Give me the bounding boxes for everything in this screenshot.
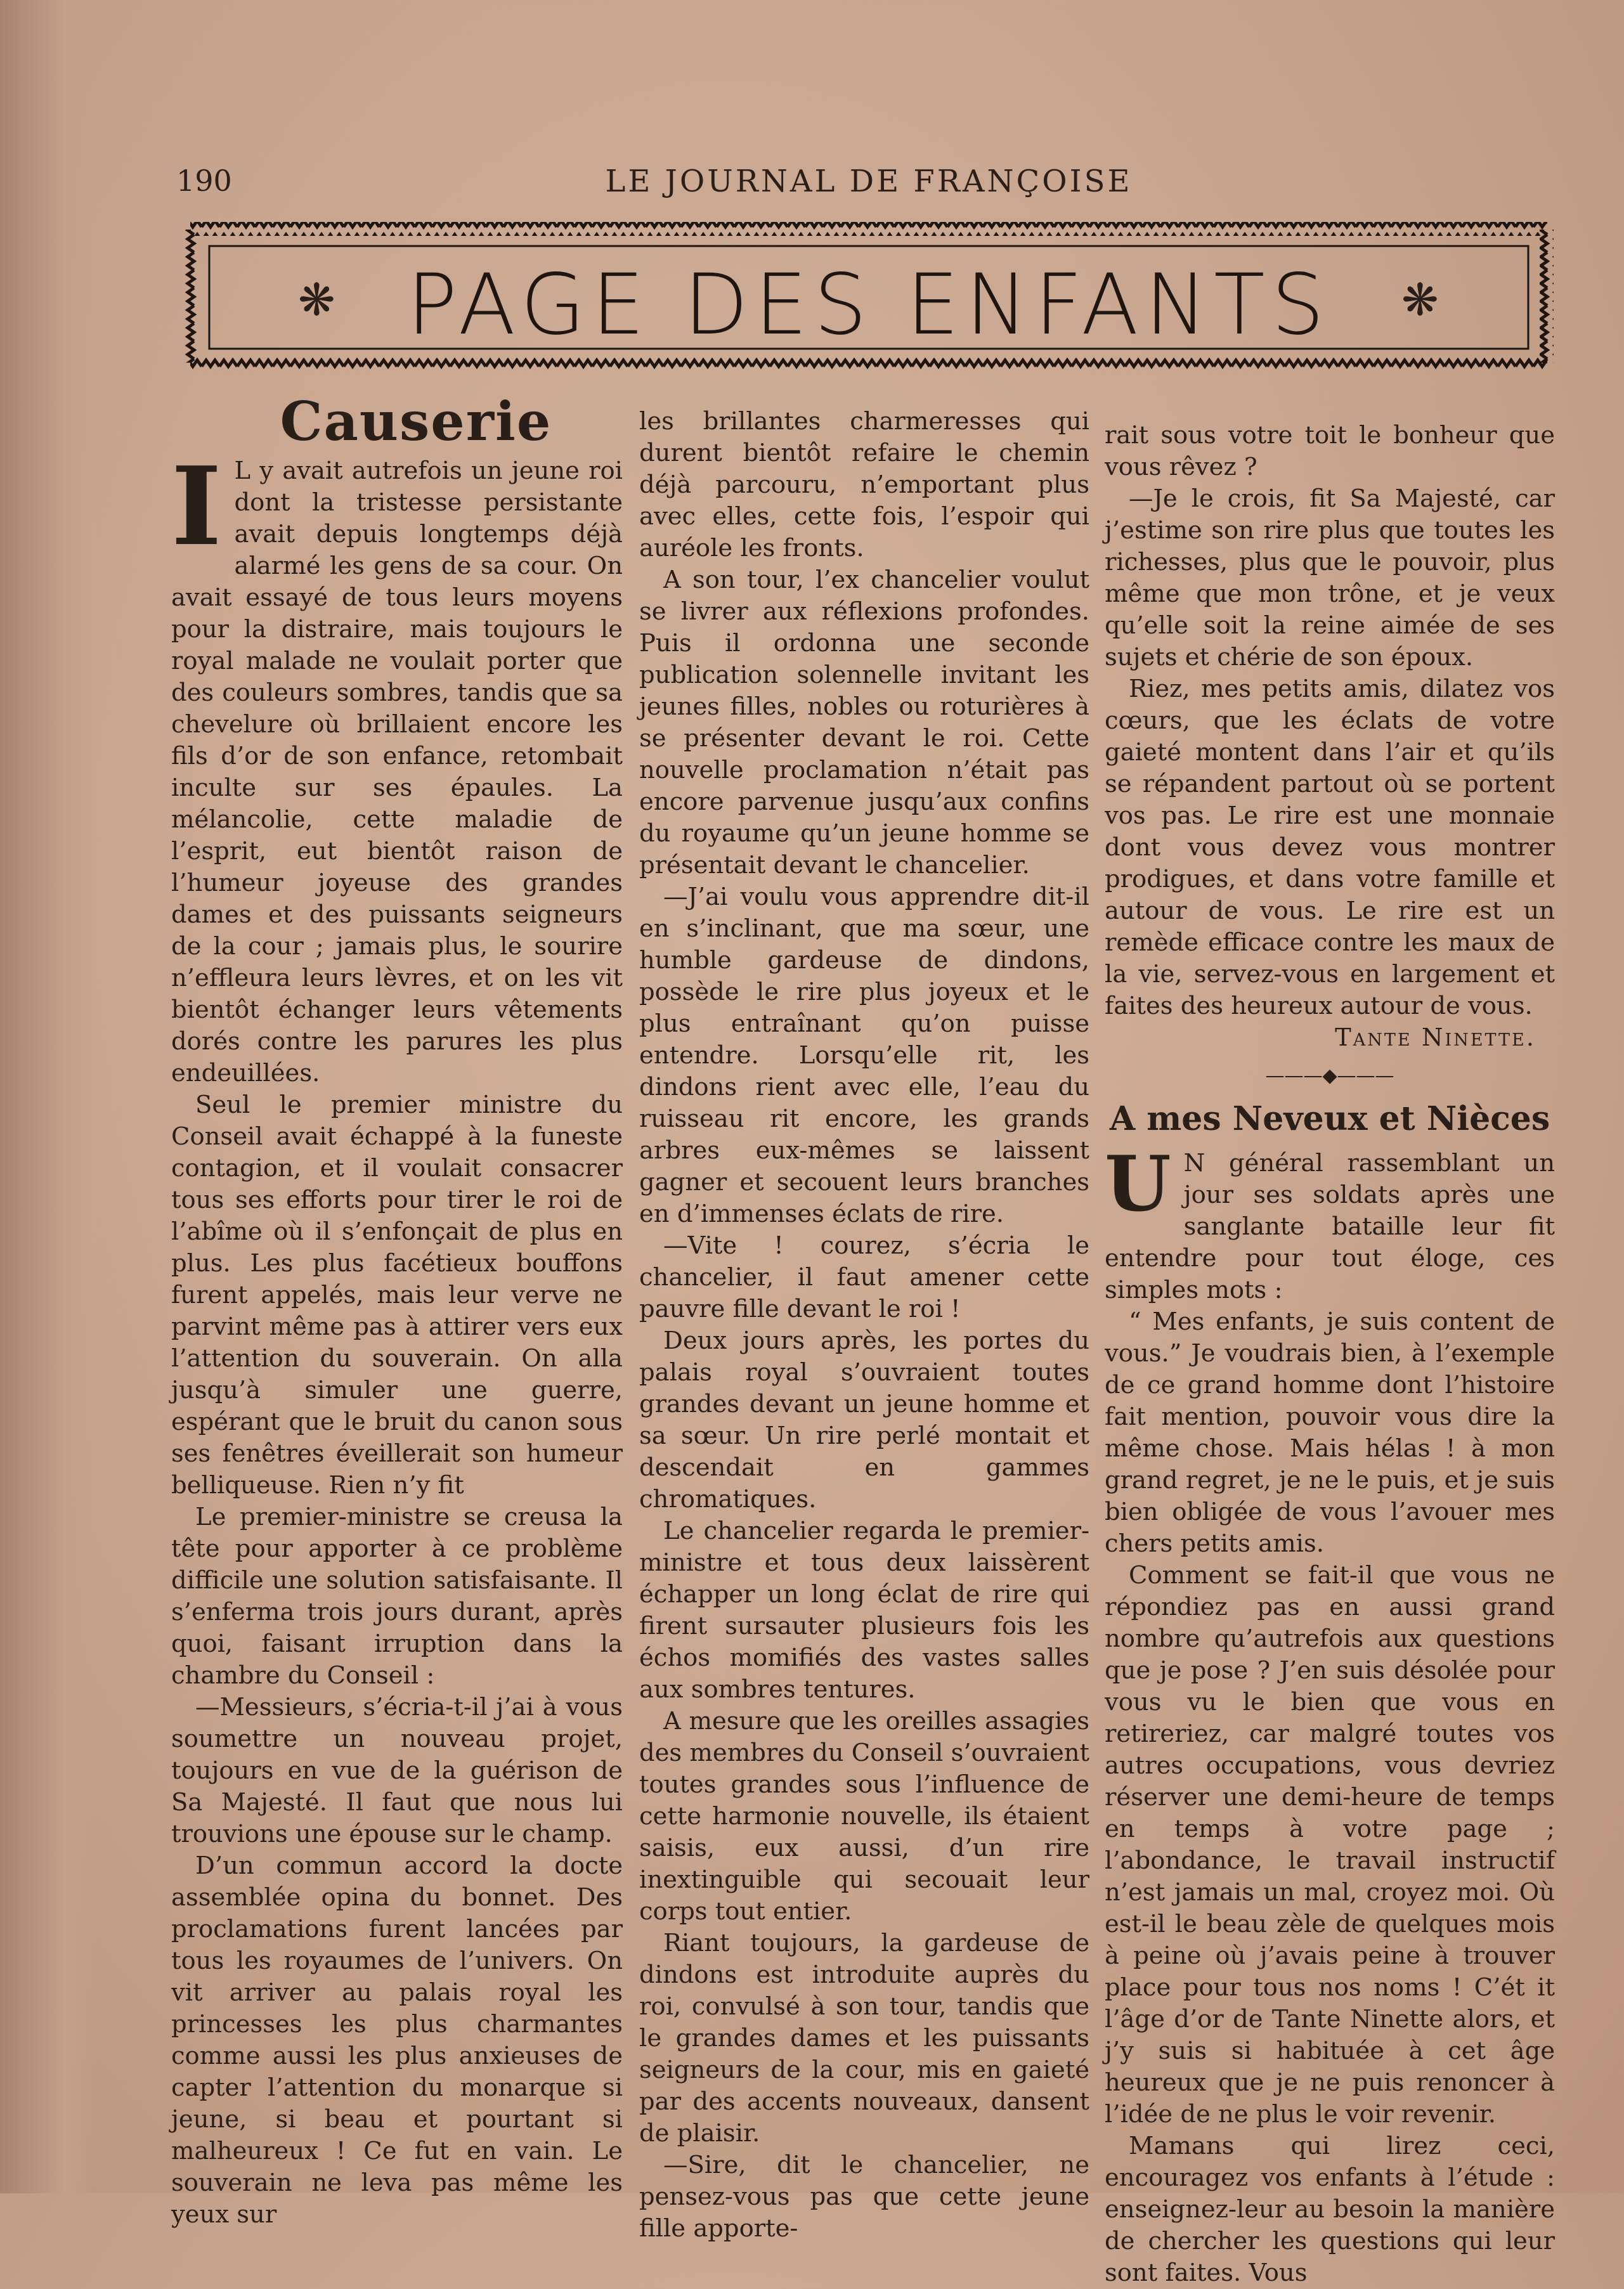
paragraph: I L y avait autrefois un jeune roi dont la tristesse persistante avait depuis longtemps déjà alarmé les gens de sa cour. On avait essayé de tous leurs moyens pour la distraire, mais toujours le royal malade ne voulait porter que des couleurs sombres, tandis que sa chevelure où brillaient encore les fils d’or de son enfance, retombait inculte sur ses épaules. La mélancolie, cette maladie de l’esprit, eut bientôt raison de l’humeur joyeuse des grandes dames et des puissants seigneurs de la cour ; jamais plus, le sourire n’effleura leurs lèvres, et on les vit bientôt échanger leurs vêtements dorés contre les parures les plus endeuillées. bbox=[171, 443, 623, 1087]
causerie-heading: Causerie bbox=[280, 390, 552, 453]
paragraph: —J’ai voulu vous apprendre dit-il en s’inclinant, que ma sœur, une humble gardeuse de dindons, possède le rire plus joyeux et le plus entraînant qu’on puisse entendre. Lorsqu’elle rit, les dindons rient avec elle, l’eau du ruisseau rit encore, les grands arbres eux-mêmes se laissent gagner et secouent leurs branches en d’immenses éclats de rire. bbox=[639, 883, 1089, 1228]
column-2 bbox=[639, 406, 1089, 2245]
paragraph: —Vite ! courez, s’écria le chancelier, il faut amener cette pauvre fille devant le roi ! bbox=[639, 1231, 1089, 1323]
paragraph: Seul le premier ministre du Conseil avait échappé à la funeste contagion, et il voulait consacrer tous ses efforts pour tirer le roi de l’abîme où il s’enfonçait de plus en plus. Les plus facétieux bouffons furent appelés, mais leur verve ne parvint même pas à attirer vers eux l’attention du souverain. On alla jusqu’à simuler une guerre, espérant que le bruit du canon sous ses fenêtres éveillerait son humeur belliqueuse. Rien n’y fit bbox=[171, 1091, 623, 1500]
paragraph: Comment se fait-il que vous ne répondiez pas en aussi grand nombre qu’autrefois aux questions que je pose ? J’en suis désolée pour vous vu le bien que vous en retireriez, car malgré toutes vos autres occupations, vous devriez réserver une demi-heure de temps en temps à votre page ; l’abondance, le travail instructif n’est jamais un mal, croyez moi. Où est-il le beau zèle de quelques mois à peine où j’avais peine à trouver place pour tous nos noms ! C’ét it l’âge d’or de Tante Ninette alors, et j’y suis si habituée à cet âge heureux que je ne puis renoncer à l’idée de ne plus le voir revenir. bbox=[1105, 1561, 1555, 2129]
banner-ornament-left: ❋ bbox=[298, 274, 335, 326]
column-3 bbox=[1105, 420, 1555, 2289]
paragraph: A mesure que les oreilles assagies des membres du Conseil s’ouvraient toutes grandes sous l’influence de cette harmonie nouvelle, ils étaient saisis, eux aussi, d’un rire inextinguible qui secouait leur corps tout entier. bbox=[639, 1707, 1090, 1926]
banner-ornament-right: ❋ bbox=[1401, 274, 1439, 326]
paragraph: Le chancelier regarda le premier-ministre et tous deux laissèrent échapper un long éclat de rire qui firent sursauter plusieurs fois les échos momifiés des vastes salles aux sombres tentures. bbox=[639, 1517, 1089, 1704]
paragraph: —Sire, dit le chancelier, ne pensez-vous pas que cette jeune fille apporte- bbox=[639, 2151, 1089, 2243]
signature: Tante Ninette. bbox=[1335, 1023, 1536, 1052]
paragraph: Riant toujours, la gardeuse de dindons est introduite auprès du roi, convulsé à son tour, tandis que le grandes dames et les puissants seigneurs de la cour, mis en gaieté par des accents nouveaux, dansent de plaisir. bbox=[639, 1929, 1089, 2148]
neveux-heading: A mes Neveux et Nièces bbox=[1109, 1099, 1550, 1138]
drop-cap: I bbox=[171, 443, 222, 570]
paragraph: A son tour, l’ex chancelier voulut se livrer aux réflexions profondes. Puis il ordonna une seconde publication solennelle invitant les jeunes filles, nobles ou roturières à se présenter devant le roi. Cette nouvelle proclamation n’était pas encore parvenue jusqu’aux confins du royaume qu’un jeune homme se présentait devant le chancelier. bbox=[639, 566, 1089, 879]
banner-title: PAGE DES ENFANTS bbox=[406, 256, 1331, 354]
paragraph: Le premier-ministre se creusa la tête pour apporter à ce problème difficile une solution satisfaisante. Il s’enferma trois jours durant, après quoi, faisant irruption dans la chambre du Conseil : bbox=[171, 1503, 623, 1690]
paragraph: rait sous votre toit le bonheur que vous rêvez ? bbox=[1105, 421, 1555, 481]
paragraph: Mamans qui lirez ceci, encouragez vos enfants à l’étude : enseignez-leur au besoin la manière de chercher les questions qui leur sont faites. Vous bbox=[1105, 2132, 1555, 2287]
column-1 bbox=[171, 390, 623, 2231]
paragraph: —Je le crois, fit Sa Majesté, car j’estime son rire plus que toutes les richesses, plus que le pouvoir, plus même que mon trône, et je veux qu’elle soit la reine aimée de ses sujets et chérie de son époux. bbox=[1105, 484, 1555, 671]
paragraph: —Messieurs, s’écria-t-il j’ai à vous soumettre un nouveau projet, toujours en vue de la guérison de Sa Majesté. Il faut que nous lui trouvions une épouse sur le champ. bbox=[171, 1693, 623, 1848]
paragraph: Riez, mes petits amis, dilatez vos cœurs, que les éclats de votre gaieté montent dans l’air et qu’ils se répandent partout où se portent vos pas. Le rire est une monnaie dont vous devez vous montrer prodigues, et dans votre famille et autour de vous. Le rire est un remède efficace contre les maux de la vie, servez-vous en largement et faites des heureux autour de vous. bbox=[1105, 675, 1555, 1020]
drop-cap: U bbox=[1105, 1139, 1171, 1229]
page-gutter-shadow bbox=[0, 0, 95, 2193]
section-banner bbox=[184, 217, 1554, 374]
page-number: 190 bbox=[176, 164, 232, 198]
running-head bbox=[171, 164, 1566, 208]
section-divider: ———◆——— bbox=[1265, 1065, 1394, 1087]
paragraph: U N général rassemblant un jour ses soldats après une sanglante bataille leur fit entendre pour tout éloge, ces simples mots : bbox=[1105, 1139, 1555, 1304]
journal-title: LE JOURNAL DE FRANÇOISE bbox=[605, 164, 1133, 199]
paragraph: Deux jours après, les portes du palais royal s’ouvraient toutes grandes devant un jeune homme et sa sœur. Un rire perlé montait et descendait en gammes chromatiques. bbox=[639, 1326, 1089, 1514]
paragraph: les brillantes charmeresses qui durent bientôt refaire le chemin déjà parcouru, n’emportant plus avec elles, cette fois, l’espoir qui auréole les fronts. bbox=[639, 407, 1089, 562]
paragraph: D’un commun accord la docte assemblée opina du bonnet. Des proclamations furent lancées par tous les royaumes de l’univers. On vit arriver au palais royal les princesses les plus charmantes comme aussi les plus anxieuses de capter l’attention du monarque si jeune, si beau et pourtant si malheureux ! Ce fut en vain. Le souverain ne leva pas même les yeux sur bbox=[171, 1851, 623, 2229]
paragraph: “ Mes enfants, je suis content de vous.” Je voudrais bien, à l’exemple de ce grand homme dont l’histoire fait mention, pouvoir vous dire la même chose. Mais hélas ! à mon grand regret, je ne le puis, et je suis bien obligée de vous l’avouer mes chers petits amis. bbox=[1105, 1307, 1555, 1558]
